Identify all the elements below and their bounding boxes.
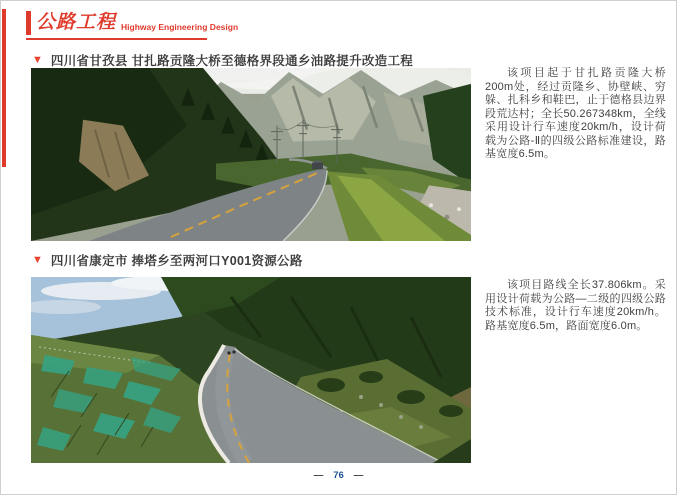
header-accent-bar	[26, 11, 31, 35]
triangle-marker-icon: ▼	[32, 254, 43, 266]
section-1-title: 四川省甘孜县 甘扎路贡隆大桥至德格界段通乡油路提升改造工程	[50, 54, 414, 68]
photo-valley-road	[31, 68, 471, 241]
left-edge-accent-strip	[2, 9, 6, 167]
page-number-dash-right: —	[353, 470, 364, 481]
section-2-description: 该项目路线全长37.806km。采用设计荷载为公路—二级的四级公路技术标准，设计行车速度20km/h。路基宽度6.5m，路面宽度6.0m。	[485, 279, 666, 332]
page-number-row	[1, 470, 676, 481]
section-2-title: 四川省康定市 捧塔乡至两河口Y001资源公路	[50, 254, 303, 268]
header-title-en: Highway Engineering Design	[121, 22, 239, 32]
page-header	[26, 11, 238, 35]
header-underline	[26, 38, 207, 40]
photo-curve-road	[31, 277, 471, 463]
page-number: 76	[333, 470, 344, 481]
section-1-description: 该项目起于甘扎路贡隆大桥200m处，经过贡隆乡、协壁峡、穷躲、扎科乡和鞋巴，止于德格县边界段荒达村；全长50.267348km，全线采用设计行车速度20km/h，设计荷载为公路-Ⅱ的四级公路标准建设，路基宽度6.5m。	[485, 67, 666, 160]
header-title-cn: 公路工程	[36, 12, 117, 33]
curve-road-illustration	[31, 277, 471, 463]
section-1-title-row	[32, 51, 413, 69]
page-number-dash-left: —	[313, 470, 324, 481]
section-2-title-row	[32, 251, 303, 269]
valley-road-illustration	[31, 68, 471, 241]
triangle-marker-icon: ▼	[32, 54, 43, 66]
